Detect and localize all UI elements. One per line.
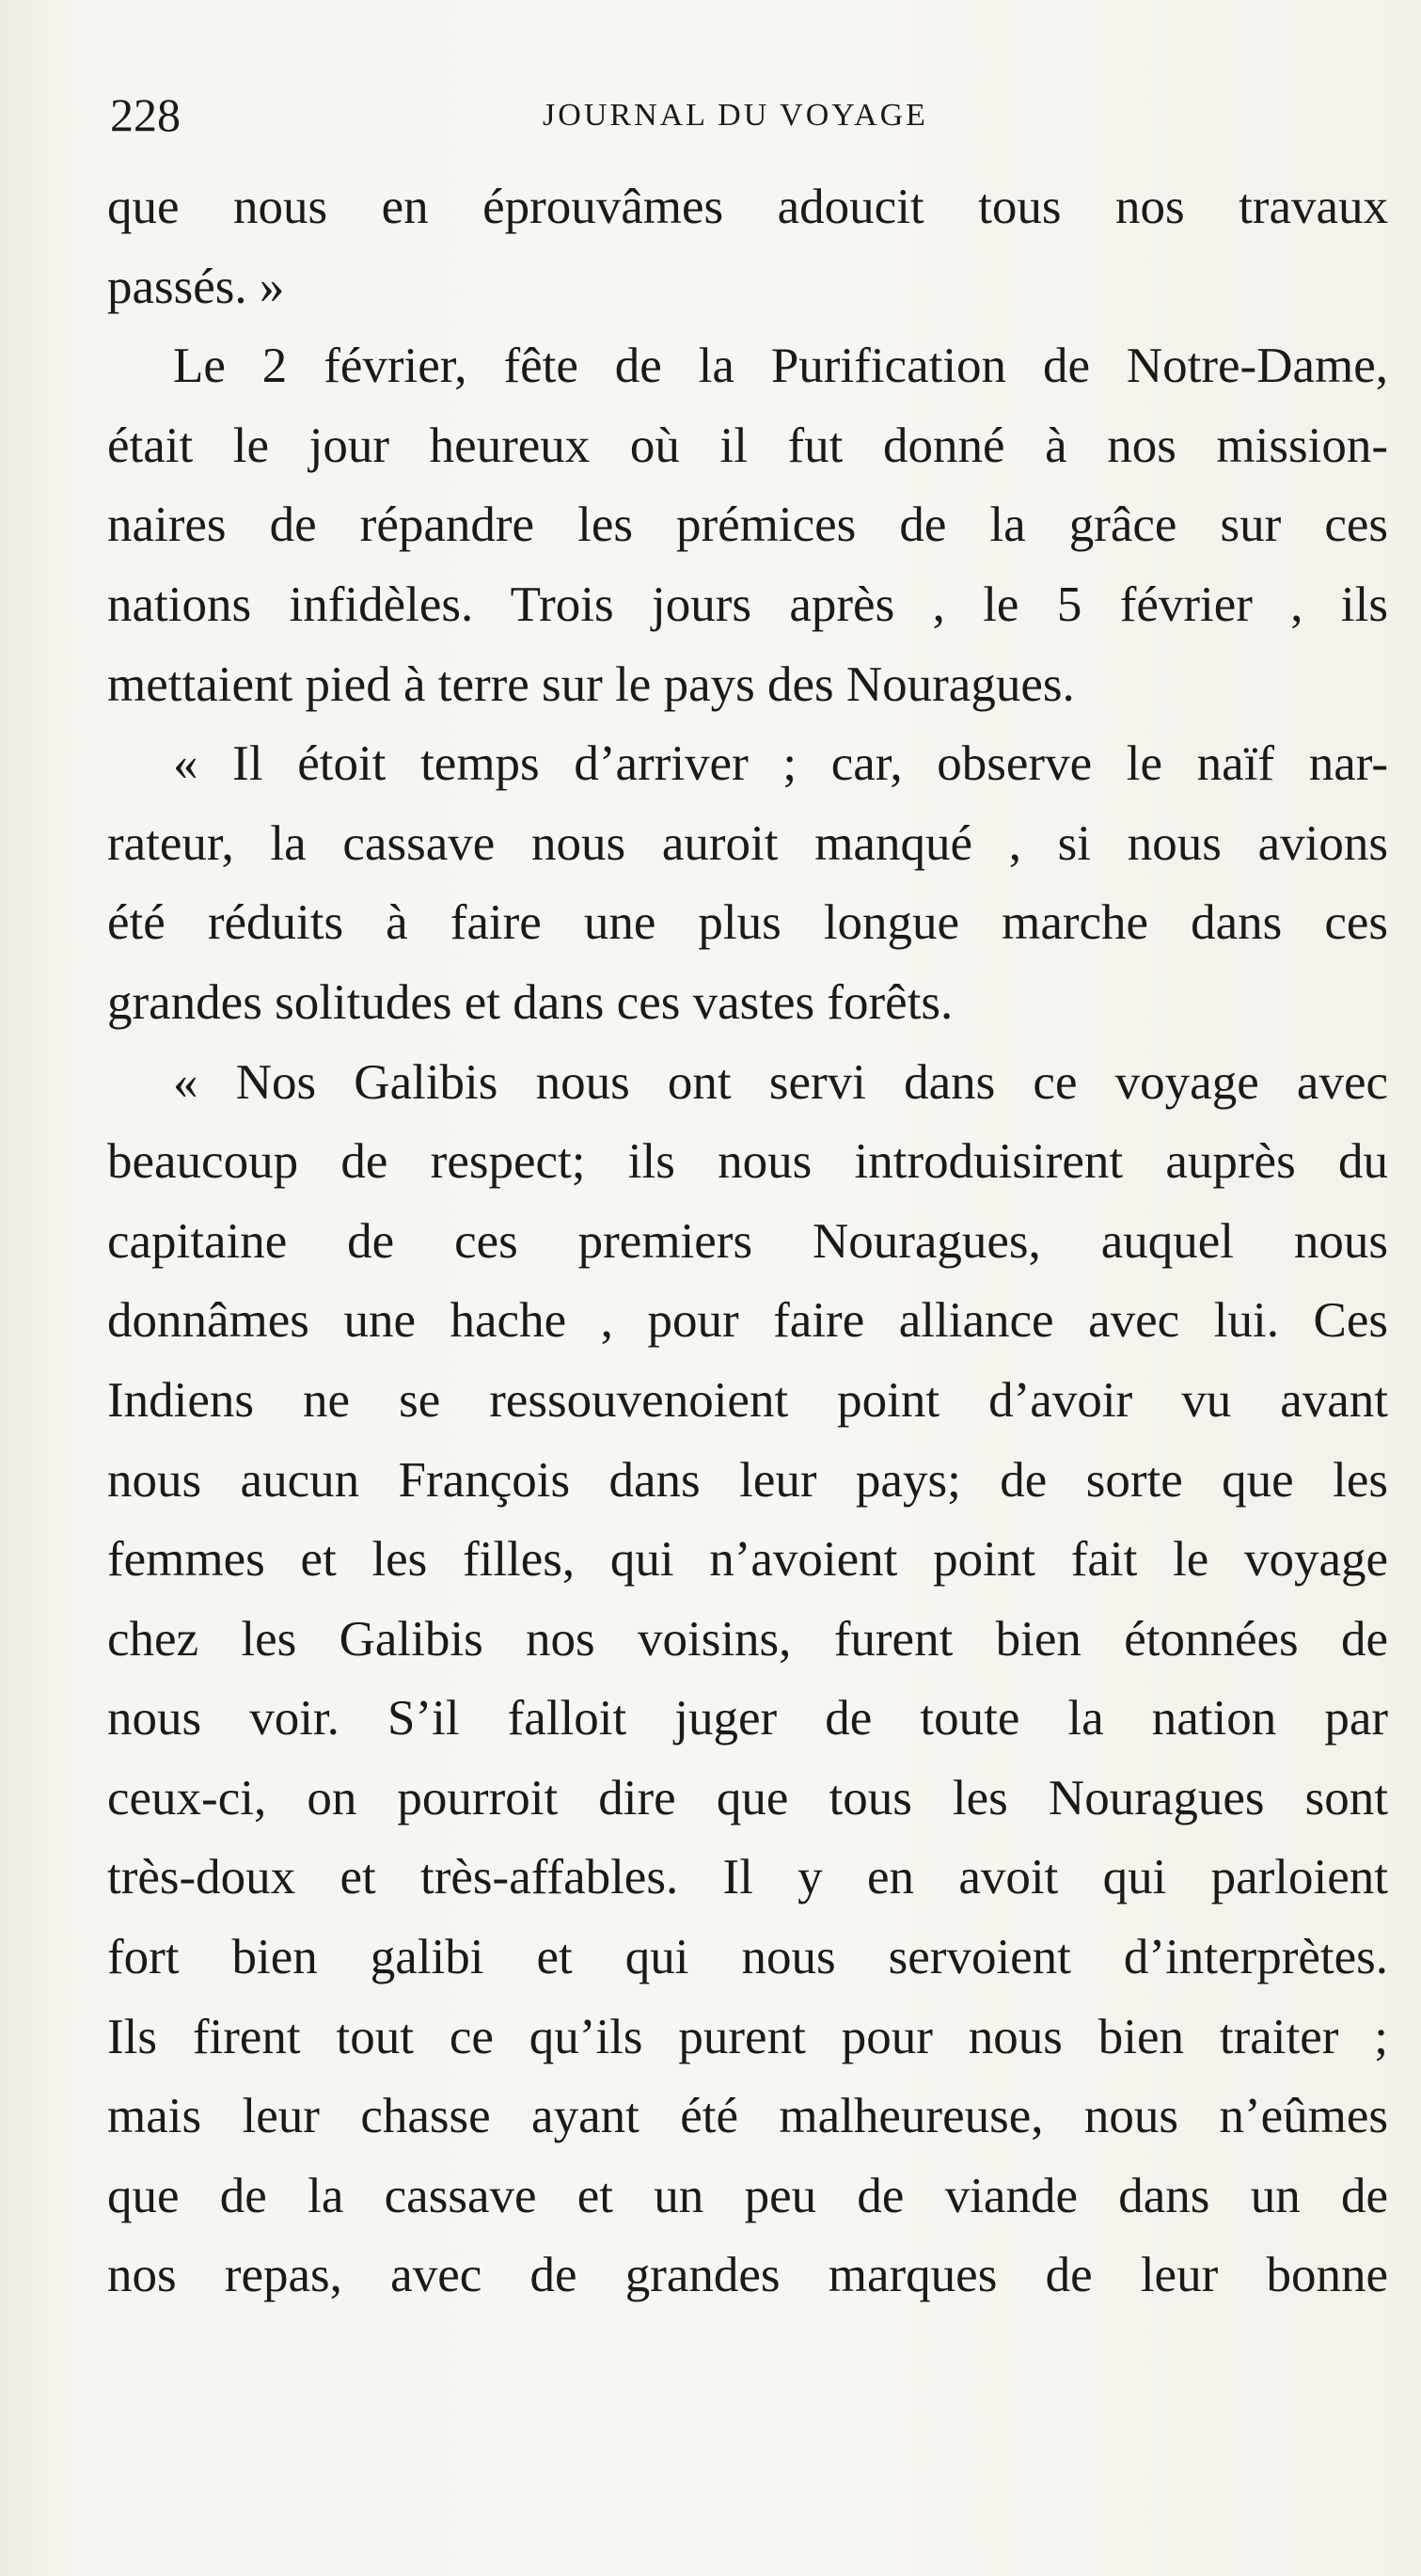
text-line: nations infidèles. Trois jours après , le 5 février , ils <box>107 577 1388 632</box>
text-line: été réduits à faire une plus longue marche dans ces <box>107 895 1388 951</box>
text-line: que de la cassave et un peu de viande dans un de <box>107 2168 1388 2223</box>
text-line: était le jour heureux où il fut donné à nos mission- <box>107 418 1388 473</box>
text-line: grandes solitudes et dans ces vastes forêts. <box>107 974 954 1030</box>
text-line: Indiens ne se ressouvenoient point d’avoir vu avant <box>107 1372 1388 1428</box>
text-line: Ils firent tout ce qu’ils purent pour nous bien traiter ; <box>107 2009 1388 2064</box>
text-line: nos repas, avec de grandes marques de leur bonne <box>107 2248 1388 2303</box>
text-line: beaucoup de respect; ils nous introduisirent auprès du <box>107 1134 1388 1190</box>
text-line: femmes et les filles, qui n’avoient point fait le voyage <box>107 1532 1388 1588</box>
text-line: nous voir. S’il falloit juger de toute la nation par <box>107 1691 1388 1746</box>
text-line: passés. » <box>107 259 285 314</box>
text-line: très-doux et très-affables. Il y en avoit qui parloient <box>107 1850 1388 1905</box>
page-header <box>110 87 1389 143</box>
text-line: « Il étoit temps d’arriver ; car, observe le naïf nar- <box>173 736 1388 792</box>
body-text <box>107 167 1388 2315</box>
text-line: donnâmes une hache , pour faire alliance avec lui. Ces <box>107 1293 1388 1349</box>
page-number: 228 <box>110 88 181 141</box>
text-line: « Nos Galibis nous ont servi dans ce voyage avec <box>173 1054 1388 1110</box>
text-line: mettaient pied à terre sur le pays des Nouragues. <box>107 656 1075 712</box>
text-line: rateur, la cassave nous auroit manqué , si nous avions <box>107 815 1388 871</box>
text-line: mais leur chasse ayant été malheureuse, nous n’eûmes <box>107 2089 1388 2144</box>
text-line: nous aucun François dans leur pays; de sorte que les <box>107 1452 1388 1508</box>
text-line: ceux-ci, on pourroit dire que tous les Nouragues sont <box>107 1770 1388 1825</box>
running-title: JOURNAL DU VOYAGE <box>543 98 928 133</box>
text-line: fort bien galibi et qui nous servoient d’interprètes. <box>107 1930 1388 1985</box>
text-line: que nous en éprouvâmes adoucit tous nos travaux <box>107 180 1388 234</box>
text-line: capitaine de ces premiers Nouragues, auquel nous <box>107 1213 1388 1269</box>
text-line: naires de répandre les prémices de la grâce sur ces <box>107 498 1388 553</box>
text-line: Le 2 février, fête de la Purification de Notre-Dame, <box>173 339 1388 394</box>
text-line: chez les Galibis nos voisins, furent bien étonnées de <box>107 1611 1388 1667</box>
